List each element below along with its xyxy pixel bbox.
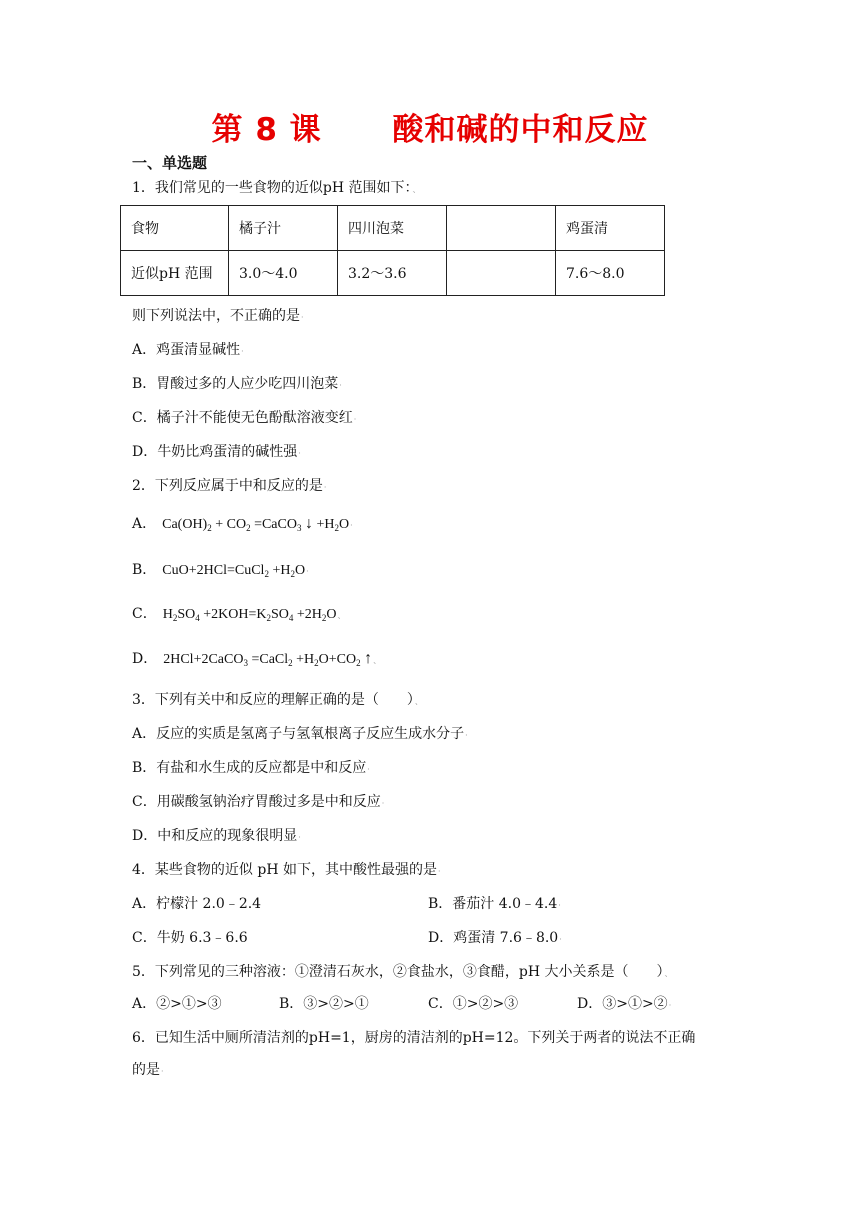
q6-stem-line1: 6．已知生活中厕所清洁剂的pH=1，厨房的清洁剂的pH=12。下列关于两者的说法不正确 [132,1030,696,1046]
q1-option-a: A．鸡蛋清显碱性· [132,342,244,358]
q4-option-c: C．牛奶 6.3﹣6.6 [132,930,248,946]
q4-option-b: B．番茄汁 4.0﹣4.4· [428,896,561,912]
q1-prompt: 则下列说法中，不正确的是· [132,308,304,324]
q1-option-d: D．牛奶比鸡蛋清的碱性强· [132,444,301,460]
ph-table [120,205,665,296]
q5-option-d: D．③>①>②· [577,996,672,1012]
q4-option-a: A．柠檬汁 2.0﹣2.4 [132,896,262,912]
q1-option-c: C．橘子汁不能使无色酚酞溶液变红· [132,410,357,426]
table-cell: 近似pH 范围 [121,251,229,296]
table-cell: 3.0～4.0 [229,251,338,296]
table-row [121,206,665,251]
lesson-title: 第 8 课 酸和碱的中和反应 [211,112,649,148]
q2-option-c: C． $H_2SO_4 +2KOH=K_2SO_4 +2H_2O$、 [132,606,346,623]
q6-stem-line2: 的是· [132,1062,164,1078]
table-row [121,251,665,296]
q5-option-c: C．①>②>③ [428,996,519,1012]
q2-option-d: D． 2HCl+2CaCO$_3$ =CaCl$_2$ $+H_2O+CO_2$ ↑、 [132,650,382,668]
q4-stem: 4．某些食物的近似 pH 如下，其中酸性最强的是· [132,862,441,878]
table-cell: 3.2～3.6 [338,251,447,296]
table-cell: 四川泡菜 [338,206,447,251]
section-heading: 一、单选题 [132,154,208,172]
table-cell: 鸡蛋清 [556,206,665,251]
q3-option-c: C．用碳酸氢钠治疗胃酸过多是中和反应· [132,794,385,810]
q2-option-b: B． CuO+2HCl=CuCl$_2$ $+H_2O\cdot$ [132,562,309,579]
q2-stem: 2．下列反应属于中和反应的是· [132,478,327,494]
q3-option-b: B．有盐和水生成的反应都是中和反应· [132,760,370,776]
q2-option-a: A． $Ca(OH)_2 + CO_2$ =CaCO$_3$ ↓ $+H_2O\cdot$ [132,515,353,533]
q4-option-d: D．鸡蛋清 7.6﹣8.0· [428,930,562,946]
q5-option-a: A．②>①>③ [132,996,222,1012]
q1-stem: 1．我们常见的一些食物的近似pH 范围如下：、 [132,180,421,196]
q1-option-b: B．胃酸过多的人应少吃四川泡菜· [132,376,342,392]
q3-stem: 3．下列有关中和反应的理解正确的是（ ）、 [132,692,423,708]
table-cell: 橘子汁 [229,206,338,251]
q3-option-d: D．中和反应的现象很明显· [132,828,301,844]
table-cell: 食物 [121,206,229,251]
q5-stem: 5．下列常见的三种溶液：①澄清石灰水，②食盐水，③食醋，pH 大小关系是（ ）、 [132,964,673,980]
table-cell: 7.6～8.0 [556,251,665,296]
q3-option-a: A．反应的实质是氢离子与氢氧根离子反应生成水分子· [132,726,468,742]
table-cell [447,206,556,251]
q5-option-b: B．③>②>① [279,996,369,1012]
table-cell [447,251,556,296]
